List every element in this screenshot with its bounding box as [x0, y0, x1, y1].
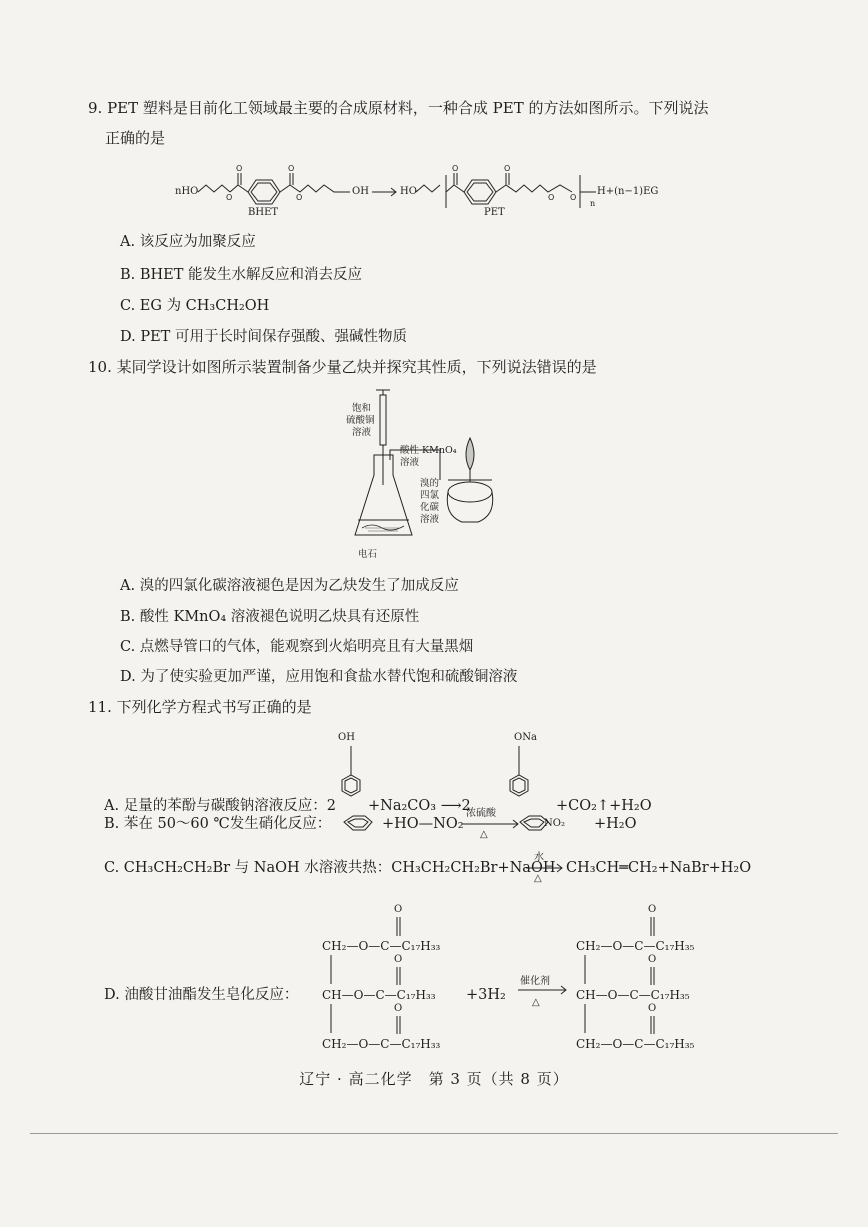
nitro-label: NO₂	[544, 818, 565, 829]
q11-b-reagent: +HO—NO₂	[382, 816, 464, 832]
carbonyl-o-r3: O	[394, 1003, 403, 1014]
q11-c-tail: CH₃CH═CH₂+NaBr+H₂O	[566, 860, 752, 876]
q9-option-b: B. BHET 能发生水解反应和消去反应	[120, 267, 363, 283]
reactant-row2: CH—O—C—C₁₇H₃₃	[322, 988, 436, 1002]
q9-stem-line1: 9. PET 塑料是目前化工领域最主要的合成原材料，一种合成 PET 的方法如图所示。下列说法	[88, 99, 709, 117]
label-kmno4-2: 溶液	[400, 457, 420, 468]
q11-stem: 11. 下列化学方程式书写正确的是	[88, 698, 312, 716]
ho-start-label: HO	[400, 186, 417, 197]
product-tail: H+(n−1)EG	[597, 186, 659, 197]
carbonyl-o-r2: O	[394, 954, 403, 965]
q10-option-a: A. 溴的四氯化碳溶液褪色是因为乙炔发生了加成反应	[120, 578, 459, 594]
q10-option-c: C. 点燃导管口的气体，能观察到火焰明亮且有大量黑烟	[120, 639, 474, 655]
q11-a-prefix: A. 足量的苯酚与碳酸钠溶液反应：2	[104, 798, 336, 814]
label-br-1: 溴的	[420, 478, 440, 489]
svg-text:O: O	[452, 164, 459, 173]
q11-d-cond-bot: △	[532, 997, 540, 1008]
svg-text:O: O	[504, 164, 511, 173]
q9-stem-line2: 正确的是	[105, 129, 166, 147]
q11-d-cond-top: 催化剂	[520, 976, 550, 987]
carbonyl-o-r1: O	[394, 904, 403, 915]
q11-d-prefix: D. 油酸甘油酯发生皂化反应：	[104, 987, 299, 1003]
label-cuso4-1: 硫酸铜	[346, 415, 375, 426]
carbonyl-o-p2: O	[648, 954, 657, 965]
q11-b-cond-top: 浓硫酸	[466, 808, 496, 819]
oh-label: OH	[352, 186, 369, 197]
label-br-2: 四氯	[420, 490, 440, 501]
svg-text:O: O	[548, 193, 555, 202]
q11-a-mid: +Na₂CO₃ ⟶2	[368, 798, 471, 814]
q11-b-cond-bot: △	[480, 829, 488, 840]
q11-c-cond-bot: △	[534, 873, 542, 884]
phenoxide-ona: ONa	[514, 732, 537, 743]
q11-a-tail: +CO₂↑+H₂O	[556, 798, 652, 814]
q11-b-tail: +H₂O	[594, 816, 637, 832]
label-br-3: 化碳	[420, 502, 440, 513]
label-kmno4-1: 酸性 KMnO₄	[400, 445, 457, 456]
page-footer: 辽宁 · 高二化学 第 3 页（共 8 页）	[299, 1070, 569, 1088]
svg-text:O: O	[570, 193, 577, 202]
product-row3: CH₂—O—C—C₁₇H₃₅	[576, 1037, 695, 1051]
q11-b-prefix: B. 苯在 50～60 ℃发生硝化反应：	[104, 816, 332, 832]
label-cac2: 电石	[358, 549, 378, 560]
carbonyl-o-p3: O	[648, 1003, 657, 1014]
q11-c-cond-top: 水	[534, 852, 544, 863]
svg-text:O: O	[296, 193, 303, 202]
n-subscript: n	[590, 199, 596, 208]
q11-c-text: C. CH₃CH₂CH₂Br 与 NaOH 水溶液共热：CH₃CH₂CH₂Br+NaOH	[104, 860, 556, 876]
phenol-oh: OH	[338, 732, 355, 743]
label-br-4: 溶液	[420, 514, 440, 525]
q9-option-a: A. 该反应为加聚反应	[120, 234, 256, 250]
bottom-rule	[30, 1133, 838, 1134]
carbonyl-o-p1: O	[648, 904, 657, 915]
label-cuso4-2: 溶液	[352, 427, 372, 438]
reactant-row1: CH₂—O—C—C₁₇H₃₃	[322, 939, 441, 953]
q10-option-b: B. 酸性 KMnO₄ 溶液褪色说明乙炔具有还原性	[120, 609, 420, 625]
n-ho-label: nHO	[175, 186, 199, 197]
q10-stem: 10. 某同学设计如图所示装置制备少量乙炔并探究其性质，下列说法错误的是	[88, 358, 597, 376]
svg-text:O: O	[288, 164, 295, 173]
reactant-row3: CH₂—O—C—C₁₇H₃₃	[322, 1037, 441, 1051]
bhet-label: BHET	[248, 207, 279, 218]
pet-label: PET	[484, 207, 505, 218]
q9-option-c: C. EG 为 CH₃CH₂OH	[120, 298, 270, 314]
q10-option-d: D. 为了使实验更加严谨，应用饱和食盐水替代饱和硫酸铜溶液	[120, 669, 518, 685]
product-row2: CH—O—C—C₁₇H₃₅	[576, 988, 690, 1002]
svg-text:O: O	[226, 193, 233, 202]
q9-option-d: D. PET 可用于长时间保存强酸、强碱性物质	[120, 329, 407, 345]
product-row1: CH₂—O—C—C₁₇H₃₅	[576, 939, 695, 953]
label-saturated: 饱和	[352, 403, 372, 414]
q11-d-h2: +3H₂	[466, 987, 506, 1003]
svg-text:O: O	[236, 164, 243, 173]
